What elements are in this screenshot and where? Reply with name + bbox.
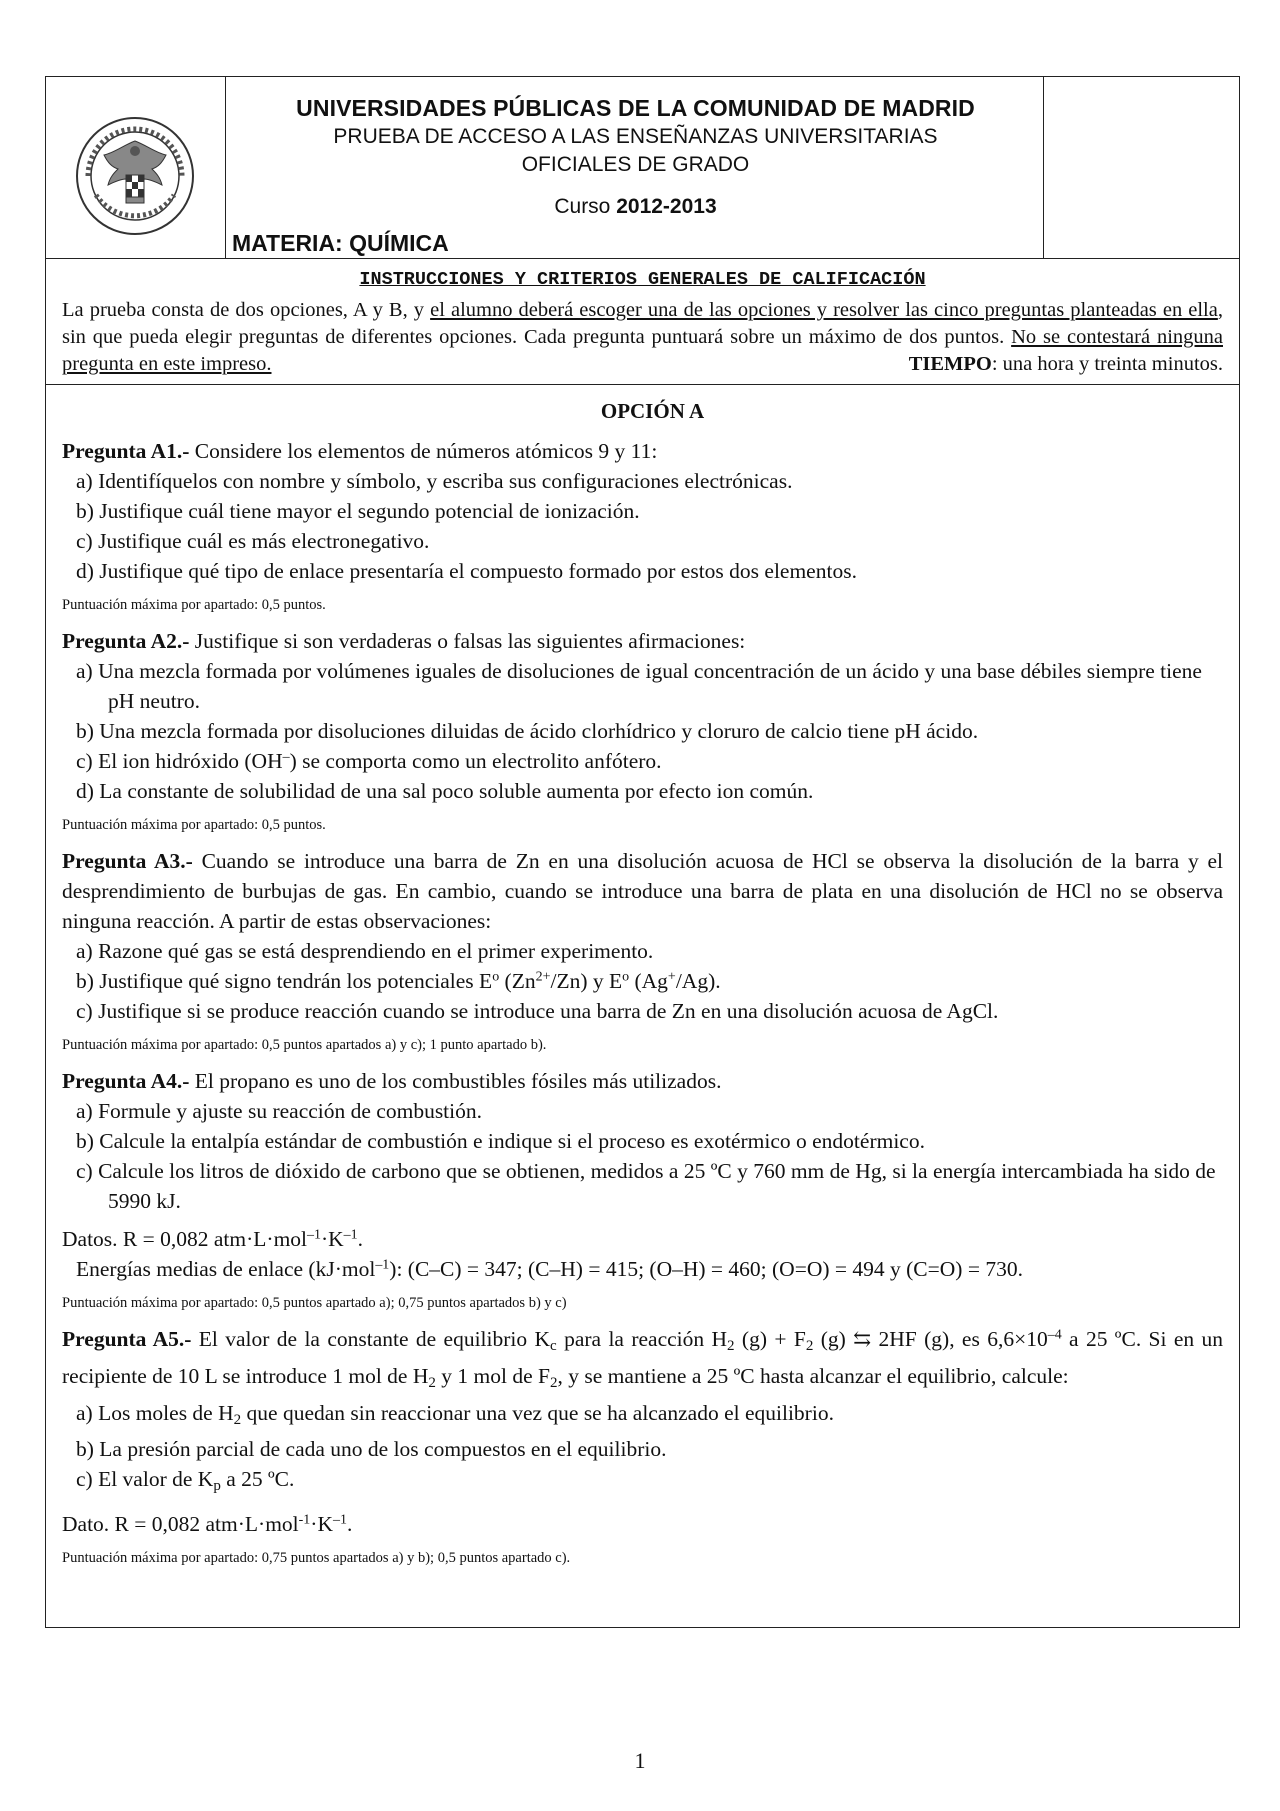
course-label: Curso xyxy=(554,195,611,218)
question-label: Pregunta A2.- xyxy=(62,629,190,653)
question-text: Considere los elementos de números atómicos 9 y 11: xyxy=(189,439,658,463)
bond-energies-line xyxy=(62,1254,1223,1284)
instructions-text-1: La prueba consta de dos opciones, A y B, y xyxy=(62,299,431,321)
data-block xyxy=(62,1224,1223,1284)
course-year: 2012-2013 xyxy=(616,195,717,218)
score-note: Puntuación máxima por apartado: 0,5 puntos. xyxy=(62,597,326,613)
superscript: –1 xyxy=(375,1257,390,1273)
time-limit xyxy=(909,351,1223,378)
question-a1 xyxy=(62,436,1223,466)
item-text: a 25 ºC. xyxy=(220,1467,295,1492)
data-text: ·K xyxy=(320,1227,344,1251)
list-item: b) Una mezcla formada por disoluciones diluidas de ácido clorhídrico y cloruro de calcio tiene pH ácido. xyxy=(76,719,979,743)
list-item: c) Justifique si se produce reacción cuando se introduce una barra de Zn en una disolución acuosa de AgCl. xyxy=(76,999,999,1023)
list-item xyxy=(62,1464,1223,1501)
exam-title-line1: PRUEBA DE ACCESO A LAS ENSEÑANZAS UNIVERSITARIAS xyxy=(333,125,938,148)
question-a2 xyxy=(62,626,1223,656)
exam-content xyxy=(62,399,1223,1567)
subscript: c xyxy=(550,1337,557,1354)
question-text: para la reacción H xyxy=(556,1327,728,1351)
list-item: c) Justifique cuál es más electronegativo. xyxy=(76,529,430,553)
exam-title-line2: OFICIALES DE GRADO xyxy=(521,153,750,176)
score-note: Puntuación máxima por apartado: 0,5 puntos apartado a); 0,75 puntos apartados b) y c) xyxy=(62,1295,567,1311)
subscript: 2 xyxy=(428,1374,436,1391)
question-a4 xyxy=(62,1066,1223,1096)
instructions-underlined-1: el alumno deberá escoger una de las opciones y resolver las cinco preguntas planteadas en ella xyxy=(430,299,1218,321)
data-text: Energías medias de enlace (kJ·mol xyxy=(76,1257,376,1281)
item-text: (Ag xyxy=(629,969,668,993)
subject-title: MATERIA: QUÍMICA xyxy=(232,230,449,256)
superscript: –4 xyxy=(1047,1327,1062,1343)
university-seal-icon xyxy=(74,115,196,237)
superscript: + xyxy=(667,969,676,985)
list-item: d) Justifique qué tipo de enlace presentaría el compuesto formado por estos dos elementos. xyxy=(76,559,857,583)
question-text: Justifique si son verdaderas o falsas las siguientes afirmaciones: xyxy=(189,629,746,653)
item-text: c) El valor de K xyxy=(76,1467,214,1492)
subscript: 2 xyxy=(727,1337,735,1354)
data-text: ): (C–C) = 347; (C–H) = 415; (O–H) = 460; (O=O) = 494 y (C=O) = 730. xyxy=(389,1257,1023,1281)
superscript: –1 xyxy=(343,1227,358,1243)
superscript: -1 xyxy=(298,1512,311,1528)
superscript: –1 xyxy=(307,1227,321,1243)
question-text: (g) + F xyxy=(734,1327,806,1351)
page-number: 1 xyxy=(634,1748,646,1773)
list-item: a) Identifíquelos con nombre y símbolo, y escriba sus configuraciones electrónicas. xyxy=(76,469,793,493)
question-label: Pregunta A1.- xyxy=(62,439,190,463)
question-text: y 1 mol de F xyxy=(435,1363,550,1388)
item-text: c) El ion hidróxido (OH xyxy=(76,749,283,773)
header-text xyxy=(226,95,1045,219)
list-item: b) La presión parcial de cada uno de los compuestos en el equilibrio. xyxy=(76,1437,667,1462)
question-text: Cuando se introduce una barra de Zn en una disolución acuosa de HCl se observa la disolución de la barra y el desprendimiento de burbujas de gas. En cambio, cuando se introduce una barra de plata en una disolución de HCl no se observa ninguna reacción. A partir de estas observaciones: xyxy=(62,849,1223,933)
question-a3 xyxy=(62,846,1223,936)
item-text: /Ag). xyxy=(675,969,721,993)
data-text: ·K xyxy=(310,1512,333,1536)
list-item: c) Calcule los litros de dióxido de carbono que se obtienen, medidos a 25 ºC y 760 mm de Hg, si la energía intercambiada ha sido de 5990 kJ. xyxy=(76,1159,1216,1213)
logo-cell xyxy=(46,77,226,259)
university-title: UNIVERSIDADES PÚBLICAS DE LA COMUNIDAD DE MADRID xyxy=(296,95,975,121)
question-text: (g) ⇆ 2HF (g), es 6,6×10 xyxy=(813,1327,1048,1351)
list-item: a) Una mezcla formada por volúmenes iguales de disoluciones de igual concentración de un ácido y una base débiles siempre tiene pH neutro. xyxy=(76,659,1202,713)
data-text: . xyxy=(346,1512,353,1536)
question-a2-items xyxy=(62,656,1223,806)
item-text: a) Los moles de H xyxy=(76,1400,234,1425)
score-note: Puntuación máxima por apartado: 0,75 puntos apartados a) y b); 0,5 puntos apartado c). xyxy=(62,1550,571,1566)
list-item: b) Justifique cuál tiene mayor el segundo potencial de ionización. xyxy=(76,499,640,523)
item-text: b) Justifique qué signo tendrán los potenciales E xyxy=(76,969,493,993)
instructions-underlined-2: No se contestará ninguna pregunta en este impreso. xyxy=(62,326,1223,375)
data-text: Datos. R = 0,082 atm·L·mol xyxy=(62,1227,308,1251)
exam-frame xyxy=(45,76,1240,1628)
instructions-text-2: , sin que pueda elegir preguntas de diferentes opciones. Cada pregunta puntuará sobre un máximo de dos puntos. xyxy=(62,299,1223,348)
superscript: 2+ xyxy=(535,969,551,985)
item-text: (Zn xyxy=(499,969,536,993)
score-note: Puntuación máxima por apartado: 0,5 puntos. xyxy=(62,817,326,833)
item-text: que quedan sin reaccionar una vez que se ha alcanzado el equilibrio. xyxy=(241,1400,834,1425)
question-a4-items xyxy=(62,1096,1223,1216)
question-label: Pregunta A5.- xyxy=(62,1327,192,1351)
question-text: El valor de la constante de equilibrio K xyxy=(191,1327,551,1351)
list-item xyxy=(62,1398,1223,1435)
list-item xyxy=(62,966,1223,996)
list-item: b) Calcule la entalpía estándar de combustión e indique si el proceso es exotérmico o endotérmico. xyxy=(76,1129,925,1153)
header-right-cell xyxy=(1043,77,1239,259)
data-line xyxy=(62,1509,1223,1539)
subscript: p xyxy=(213,1478,221,1494)
time-label: TIEMPO xyxy=(908,353,992,375)
question-a5 xyxy=(62,1324,1223,1398)
instructions-box xyxy=(46,259,1239,385)
subscript: 2 xyxy=(233,1411,242,1428)
question-label: Pregunta A4.- xyxy=(62,1069,190,1093)
score-note: Puntuación máxima por apartado: 0,5 puntos apartados a) y c); 1 punto apartado b). xyxy=(62,1037,547,1053)
data-block xyxy=(62,1509,1223,1539)
course xyxy=(226,195,1045,219)
item-text: ) se comporta como un electrolito anfótero. xyxy=(289,749,662,773)
instructions-title: INSTRUCCIONES Y CRITERIOS GENERALES DE CALIFICACIÓN xyxy=(359,269,926,290)
question-a1-items xyxy=(62,466,1223,586)
list-item: a) Formule y ajuste su reacción de combustión. xyxy=(76,1099,483,1123)
question-a3-items xyxy=(62,936,1223,1026)
time-value: : una hora y treinta minutos. xyxy=(991,353,1223,375)
data-line xyxy=(62,1224,1223,1254)
question-text: , y se mantiene a 25 ºC hasta alcanzar el equilibrio, calcule: xyxy=(557,1363,1069,1388)
question-text: a 25 ºC. Si en un recipiente de 10 L se introduce 1 mol de H xyxy=(62,1327,1224,1388)
instructions-body xyxy=(62,297,1223,378)
list-item: d) La constante de solubilidad de una sal poco soluble aumenta por efecto ion común. xyxy=(76,779,814,803)
list-item: a) Razone qué gas se está desprendiendo en el primer experimento. xyxy=(76,939,654,963)
subscript: 2 xyxy=(549,1374,558,1391)
data-text: Dato. R = 0,082 atm·L·mol xyxy=(62,1512,299,1536)
exam-header xyxy=(46,77,1239,259)
question-text: El propano es uno de los combustibles fósiles más utilizados. xyxy=(189,1069,722,1093)
superscript: o xyxy=(622,969,630,985)
question-a5-items xyxy=(62,1398,1223,1502)
data-text: . xyxy=(357,1227,364,1251)
superscript: o xyxy=(492,969,500,985)
list-item xyxy=(62,746,1223,776)
superscript: – xyxy=(282,749,290,765)
option-title: OPCIÓN A xyxy=(600,399,705,423)
subscript: 2 xyxy=(805,1337,814,1354)
item-text: /Zn) y E xyxy=(550,969,623,993)
question-label: Pregunta A3.- xyxy=(62,849,193,873)
superscript: –1 xyxy=(332,1512,347,1528)
